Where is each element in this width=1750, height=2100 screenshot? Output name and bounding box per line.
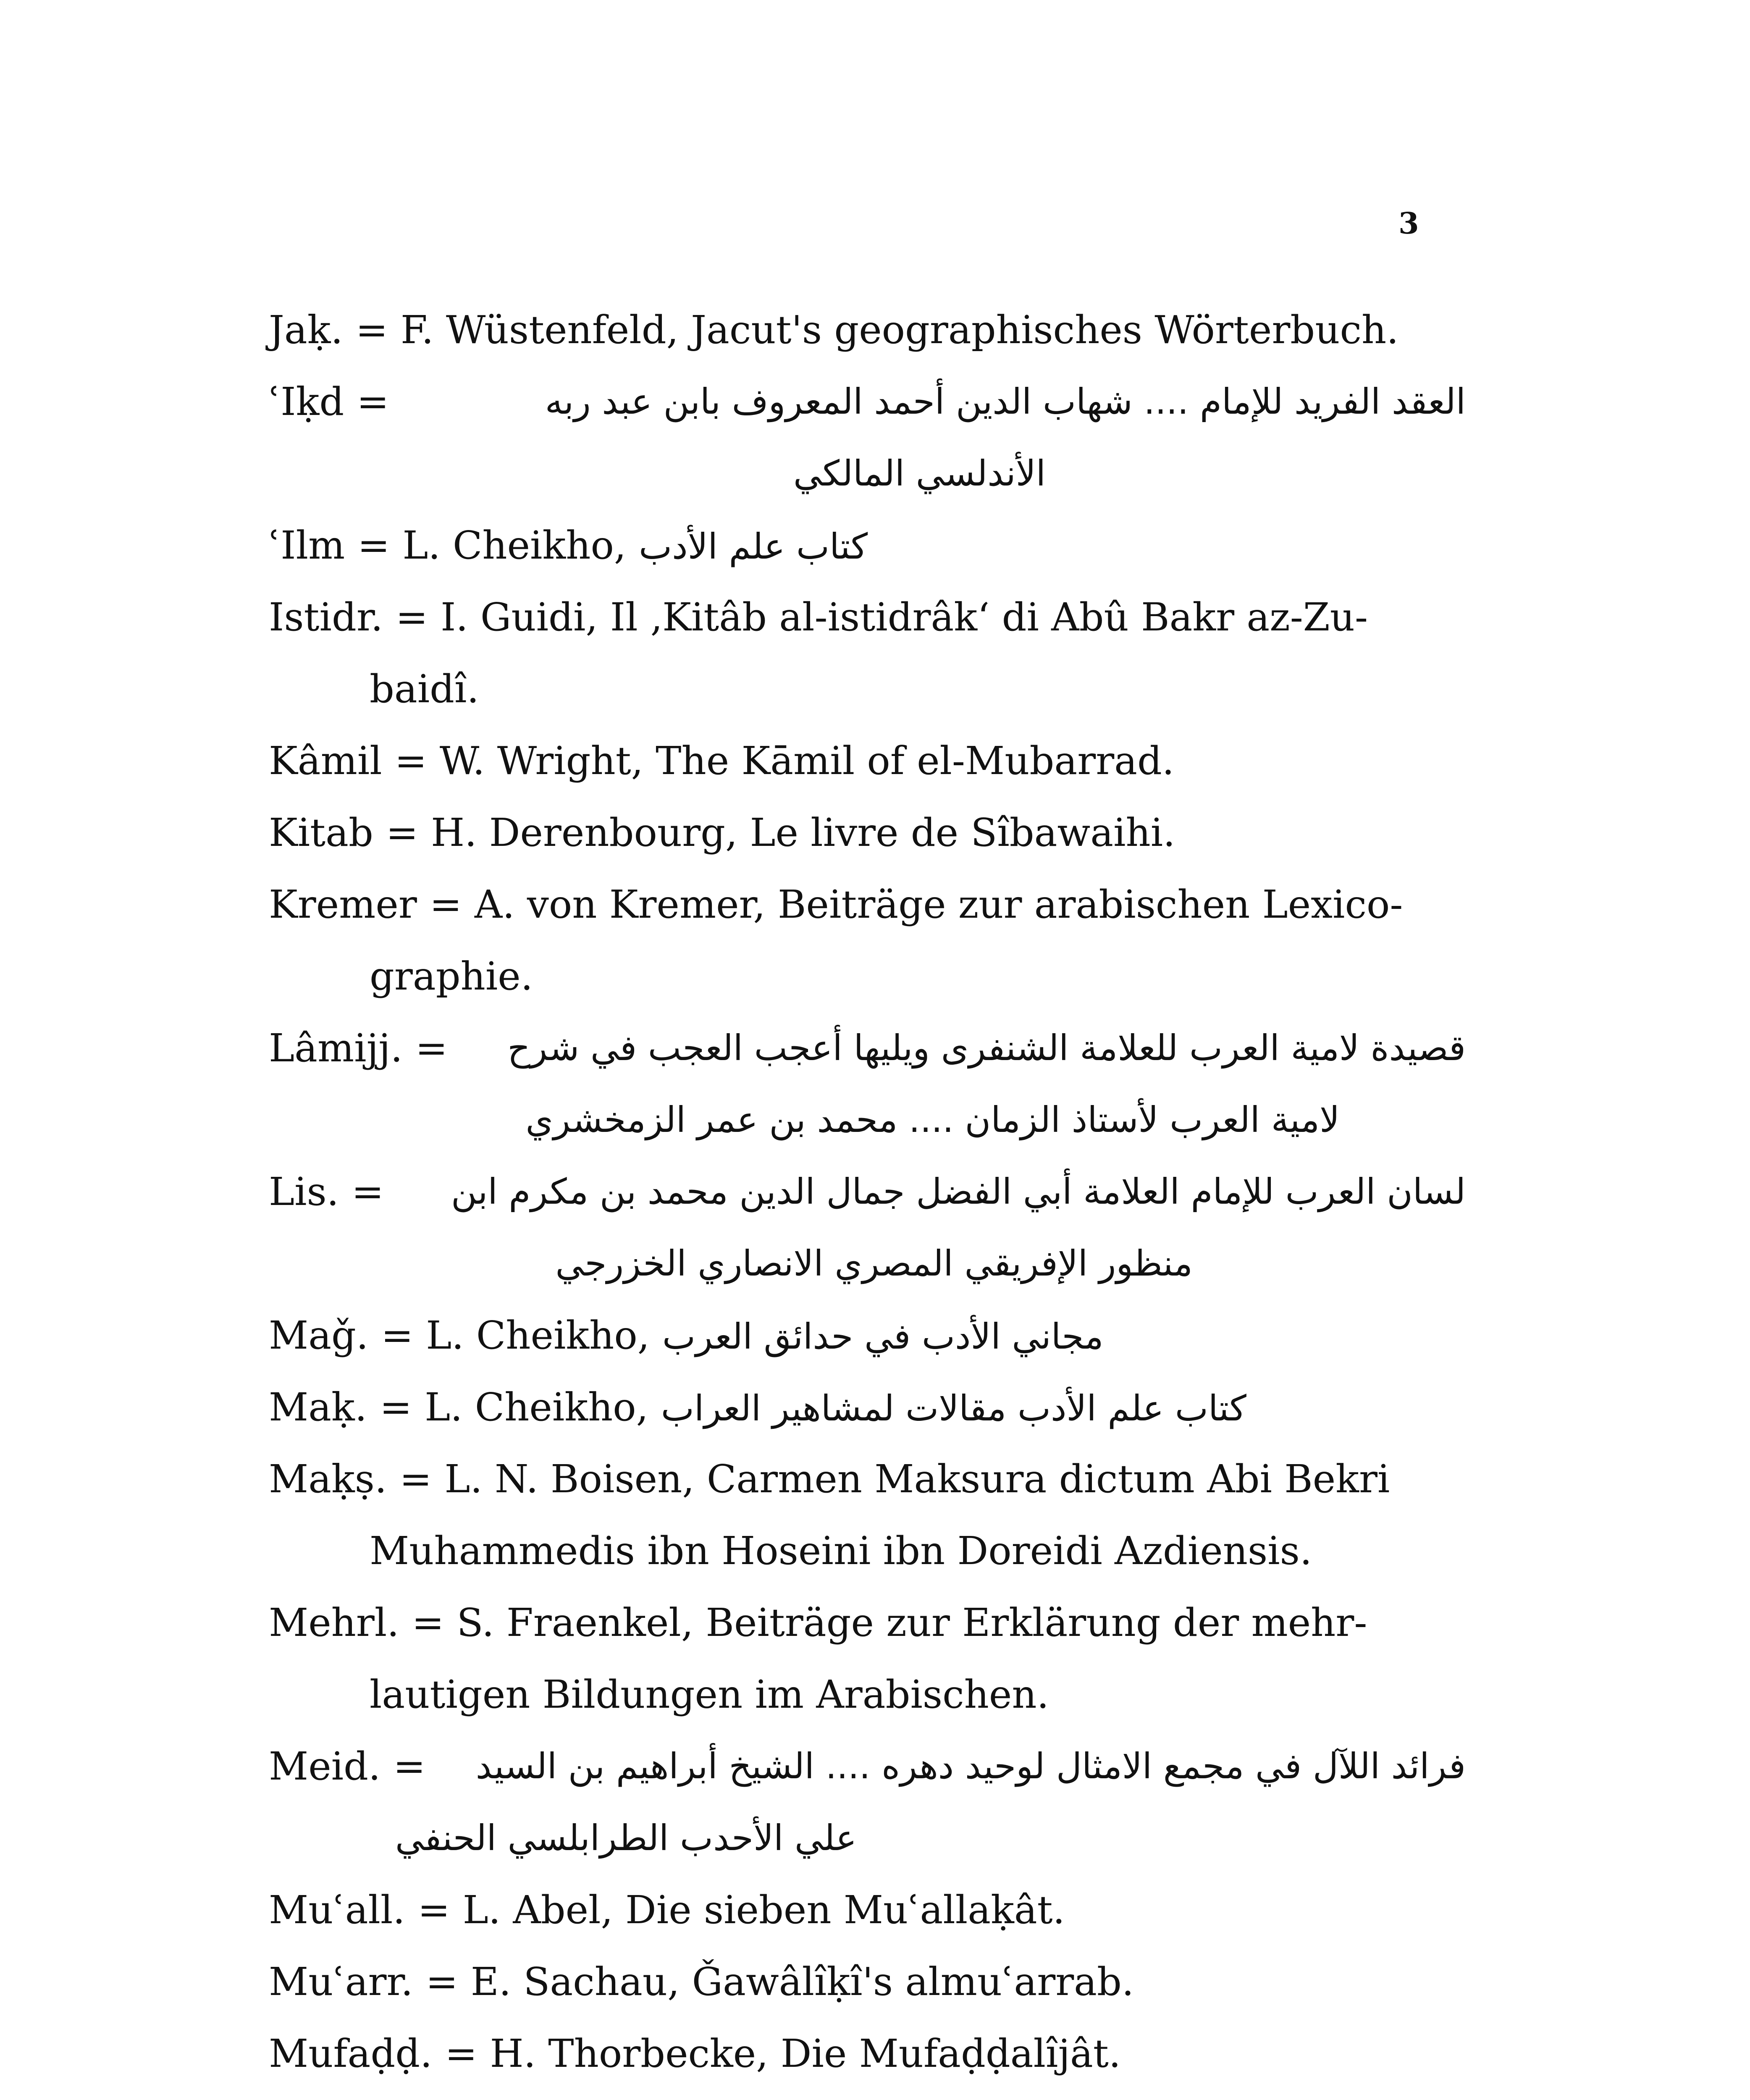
entry-kremer <box>269 869 1466 940</box>
entry-arabic-continuation: الأندلسي المالكي <box>793 453 1046 494</box>
entry-abbr: Jaḳ. <box>269 307 343 352</box>
entry-abbr: Mehrl. <box>269 1600 399 1645</box>
equals-sign: = <box>355 307 388 352</box>
entry-text: W. Wright, The Kāmil of el-Mubarrad. <box>439 738 1175 783</box>
equals-sign: = <box>357 379 389 424</box>
entry-arabic-continuation: منظور الإفريقي المصري الانصاري الخزرجي <box>555 1243 1193 1284</box>
entry-arabic: كتاب علم الأدب مقالات لمشاهير العراب <box>661 1388 1246 1429</box>
entry-continuation: Muhammedis ibn Hoseini ibn Doreidi Azdiensis. <box>370 1528 1312 1573</box>
entry-ikd <box>269 366 1466 438</box>
entry-abbr: Maǧ. <box>269 1313 369 1358</box>
entry-abbr: Kitab <box>269 810 373 855</box>
equals-sign: = <box>445 2031 478 2076</box>
entry-continuation: graphie. <box>370 954 533 999</box>
entry-text: E. Sachau, Ǧawâlîḳî's almuʿarrab. <box>470 1959 1134 2004</box>
entry-text: L. Cheikho, <box>402 523 627 568</box>
equals-sign: = <box>351 1169 384 1214</box>
entry-muarr <box>269 1946 1466 2018</box>
entry-kremer-cont <box>269 940 1466 1012</box>
entry-abbr: ʿIḳd <box>269 379 344 424</box>
entry-text: F. Wüstenfeld, Jacut's geographisches Wörterbuch. <box>400 307 1399 352</box>
entry-arabic: قصيدة لامية العرب للعلامة الشنفرى ويليها أعجب العجب في شرح <box>507 1027 1466 1068</box>
entry-meid-cont <box>269 1802 1466 1874</box>
entry-mag <box>269 1299 1466 1371</box>
equals-sign: = <box>393 1744 426 1789</box>
entry-arabic-continuation: لامية العرب لأستاذ الزمان .... محمد بن عمر الزمخشري <box>525 1099 1340 1140</box>
entry-text: L. Cheikho, <box>425 1385 648 1430</box>
entry-abbr: Meid. <box>269 1744 381 1789</box>
entry-mak <box>269 1371 1466 1443</box>
entry-text: L. N. Boisen, Carmen Maksura dictum Abi Bekri <box>444 1457 1390 1502</box>
entry-lamijj-cont <box>269 1084 1466 1156</box>
equals-sign <box>435 2090 467 2100</box>
entry-abbr: Muʿall. <box>269 1887 405 1932</box>
entry-text: H. Thorbecke, Die Mufaḍḍalîjât. <box>490 2031 1121 2076</box>
entry-kitab <box>269 797 1466 869</box>
entry-maks <box>269 1443 1466 1515</box>
entry-istidr <box>269 581 1466 653</box>
entry-arabic: العقد الفريد للإمام .... شهاب الدين أحمد المعروف بابن عبد ربه <box>545 381 1466 422</box>
entry-abbr: Kremer <box>269 882 417 927</box>
entry-jak <box>269 294 1466 366</box>
equals-sign: = <box>386 810 418 855</box>
entry-text: L. Abel, Die sieben Muʿallaḳât. <box>462 1887 1065 1932</box>
entry-abbr: ʿIlm <box>269 523 345 568</box>
entry-mehrl <box>269 1587 1466 1659</box>
entry-mehrl-cont <box>269 1659 1466 1730</box>
entry-muall <box>269 1874 1466 1946</box>
entry-arabic: كتاب علم الأدب <box>639 526 868 567</box>
entry-text: I. Guidi, Il ‚Kitâb al-istidrâk‘ di Abû Bakr az-Zu- <box>441 595 1368 640</box>
entry-abbr: Muʿarr. <box>269 1959 413 2004</box>
equals-sign: = <box>399 1457 432 1502</box>
entry-arabic: لسان العرب للإمام العلامة أبي الفضل جمال الدين محمد بن مكرم ابن <box>451 1171 1466 1212</box>
abbreviation-list <box>269 294 1466 2100</box>
equals-sign: = <box>412 1600 444 1645</box>
entry-arabic-continuation: علي الأحدب الطرابلسي الحنفي <box>395 1817 857 1858</box>
equals-sign: = <box>394 738 427 783</box>
equals-sign: = <box>357 523 390 568</box>
entry-lis-cont <box>269 1228 1466 1299</box>
entry-text: L. Cheikho, <box>426 1313 650 1358</box>
entry-abbr: Maḳ. <box>269 1385 367 1430</box>
entry-lamijj <box>269 1012 1466 1084</box>
entry-abbr <box>269 2090 422 2100</box>
entry-abbr: Maḳṣ. <box>269 1457 387 1502</box>
entry-mufass <box>269 2090 1466 2100</box>
equals-sign: = <box>395 595 428 640</box>
entry-abbr: Istidr. <box>269 595 383 640</box>
equals-sign: = <box>417 1887 450 1932</box>
entry-text <box>480 2090 1392 2100</box>
entry-continuation: lautigen Bildungen im Arabischen. <box>370 1672 1049 1717</box>
entry-abbr: Mufaḍḍ. <box>269 2031 433 2076</box>
entry-kamil <box>269 725 1466 797</box>
entry-text: H. Derenbourg, Le livre de Sîbawaihi. <box>430 810 1175 855</box>
equals-sign: = <box>425 1959 458 2004</box>
equals-sign: = <box>415 1026 448 1071</box>
entry-continuation: baidî. <box>370 667 479 711</box>
entry-lis <box>269 1156 1466 1228</box>
equals-sign: = <box>380 1385 412 1430</box>
entry-mufadd <box>269 2018 1466 2090</box>
entry-arabic: فرائد اللآل في مجمع الامثال لوحيد دهره .... الشيخ أبراهيم بن السيد <box>475 1746 1466 1787</box>
entry-ikd-cont <box>269 438 1466 509</box>
entry-abbr: Lis. <box>269 1169 339 1214</box>
entry-ilm <box>269 509 1466 581</box>
entry-istidr-cont <box>269 653 1466 725</box>
entry-meid <box>269 1730 1466 1802</box>
entry-text: A. von Kremer, Beiträge zur arabischen Lexico- <box>474 882 1403 927</box>
entry-text: S. Fraenkel, Beiträge zur Erklärung der mehr- <box>457 1600 1367 1645</box>
page-number: 3 <box>1398 206 1419 241</box>
entry-abbr: Kâmil <box>269 738 382 783</box>
equals-sign: = <box>429 882 462 927</box>
equals-sign: = <box>381 1313 414 1358</box>
entry-maks-cont <box>269 1515 1466 1587</box>
entry-abbr: Lâmijj. <box>269 1026 403 1071</box>
entry-arabic: مجاني الأدب في حدائق العرب <box>662 1316 1104 1357</box>
